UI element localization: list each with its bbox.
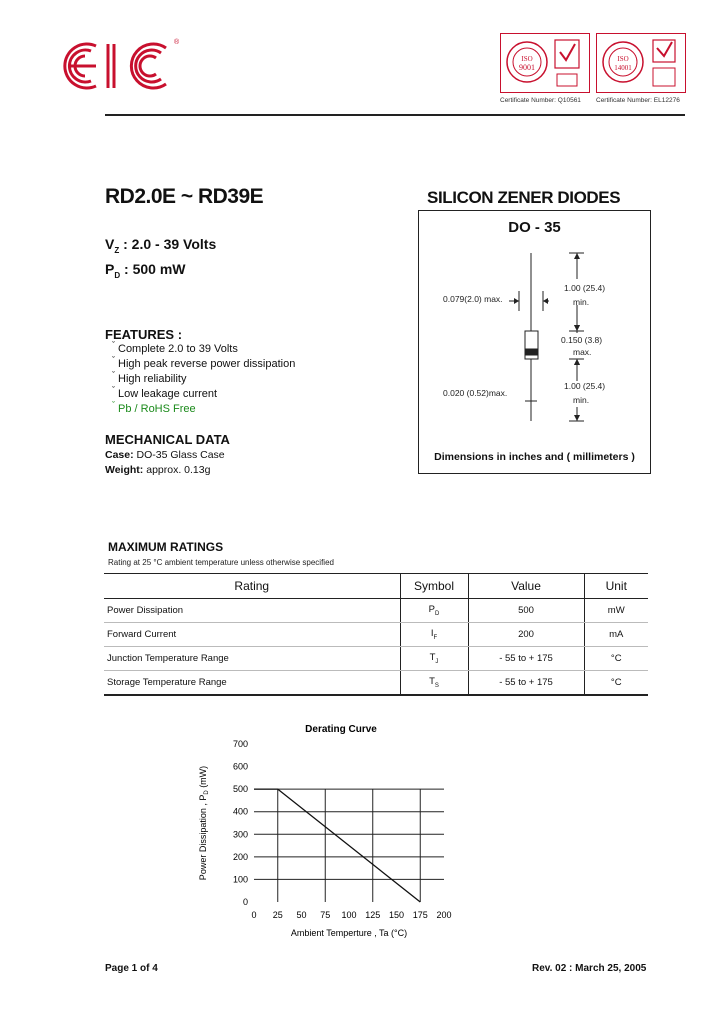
wire-dia-label: 0.020 (0.52)max. xyxy=(443,388,508,398)
col-header: Unit xyxy=(584,574,648,599)
lead-dia-label: 0.079(2.0) max. xyxy=(443,294,503,304)
table-row: Junction Temperature Range $T_J$ - 55 to + 175 °C xyxy=(104,647,648,671)
series-line xyxy=(254,789,420,902)
table-header-row xyxy=(104,574,648,599)
y-tick-label: 300 xyxy=(232,829,248,840)
bot-min-label: min. xyxy=(573,395,590,405)
table-row: Storage Temperature Range $T_S$ - 55 to + 175 °C xyxy=(104,671,648,696)
body-len-label: 0.150 (3.8) xyxy=(561,335,603,345)
svg-text:9001: 9001 xyxy=(519,63,535,72)
ratings-note: Rating at 25 °C ambient temperature unless otherwise specified xyxy=(108,558,334,567)
col-header: Symbol xyxy=(400,574,468,599)
table-row: Power Dissipation $P_D$ 500 mW xyxy=(104,599,648,623)
feature-item-rohs: ˇ Pb / RoHS Free xyxy=(112,400,196,415)
y-tick-label: 200 xyxy=(232,851,248,862)
iso-9001-badge xyxy=(500,33,590,93)
product-title: SILICON ZENER DIODES xyxy=(427,188,621,207)
weight-line: Weight: approx. 0.13g xyxy=(105,464,211,476)
x-tick-label: 150 xyxy=(388,910,405,920)
part-range-title: RD2.0E ~ RD39E xyxy=(105,185,264,208)
x-tick-label: 100 xyxy=(341,910,357,920)
y-axis-label: Power Dissipation , $P_D$ (mW) xyxy=(198,765,210,881)
feature-item: ˇ High reliability xyxy=(112,370,187,385)
bot-len-label: 1.00 (25.4) xyxy=(564,381,606,391)
y-tick-label: 0 xyxy=(242,897,248,907)
package-outline-box xyxy=(418,210,651,474)
svg-text:ISO: ISO xyxy=(521,55,533,63)
feature-item: ˇ Low leakage current xyxy=(112,385,218,400)
col-header: Value xyxy=(468,574,584,599)
body-max-label: max. xyxy=(573,347,592,357)
y-tick-label: 500 xyxy=(232,784,248,795)
diode-drawing xyxy=(419,211,650,473)
x-tick-label: 125 xyxy=(365,910,381,920)
y-tick-label: 700 xyxy=(232,739,248,749)
vz-spec: $V_Z$ : 2.0 - 39 Volts xyxy=(105,236,217,255)
svg-text:®: ® xyxy=(174,39,180,46)
features-title: FEATURES : xyxy=(105,327,183,342)
y-tick-label: 400 xyxy=(232,806,248,817)
top-min-label: min. xyxy=(573,297,590,307)
y-tick-label: 600 xyxy=(232,761,248,772)
ratings-title: MAXIMUM RATINGS xyxy=(108,540,224,554)
cert-number-9001: Certificate Number: Q10561 xyxy=(500,97,581,104)
feature-item: ˇ High peak reverse power dissipation xyxy=(112,355,296,370)
y-tick-label: 100 xyxy=(232,874,248,885)
x-tick-label: 175 xyxy=(412,910,428,920)
x-tick-label: 200 xyxy=(436,910,452,920)
x-tick-label: 50 xyxy=(296,910,307,920)
ratings-table xyxy=(104,573,648,696)
dimensions-caption: Dimensions in inches and ( millimeters ) xyxy=(434,451,635,463)
page-number: Page 1 of 4 xyxy=(105,963,158,974)
col-header: Rating xyxy=(104,574,400,599)
header-rule xyxy=(105,114,685,116)
feature-item: ˇ Complete 2.0 to 39 Volts xyxy=(112,340,238,355)
svg-text:ISO: ISO xyxy=(617,55,629,63)
revision-date: Rev. 02 : March 25, 2005 xyxy=(532,963,647,974)
chart-title: Derating Curve xyxy=(305,724,377,735)
x-tick-label: 0 xyxy=(251,910,257,920)
table-row: Forward Current $I_F$ 200 mA xyxy=(104,623,648,647)
x-tick-label: 75 xyxy=(320,910,331,920)
package-name: DO - 35 xyxy=(508,219,561,236)
eic-logo xyxy=(58,36,183,96)
x-axis-label: Ambient Temperture , Ta (°C) xyxy=(290,928,408,938)
cert-number-14001: Certificate Number: EL12276 xyxy=(596,97,680,104)
mechanical-title: MECHANICAL DATA xyxy=(105,432,230,447)
case-line: Case: DO-35 Glass Case xyxy=(105,449,225,461)
x-tick-label: 25 xyxy=(272,910,283,920)
top-len-label: 1.00 (25.4) xyxy=(564,283,606,293)
iso-14001-badge xyxy=(596,33,686,93)
pd-spec: $P_D$ : 500 mW xyxy=(105,261,186,280)
derating-chart xyxy=(190,720,470,950)
svg-text:14001: 14001 xyxy=(614,64,632,72)
